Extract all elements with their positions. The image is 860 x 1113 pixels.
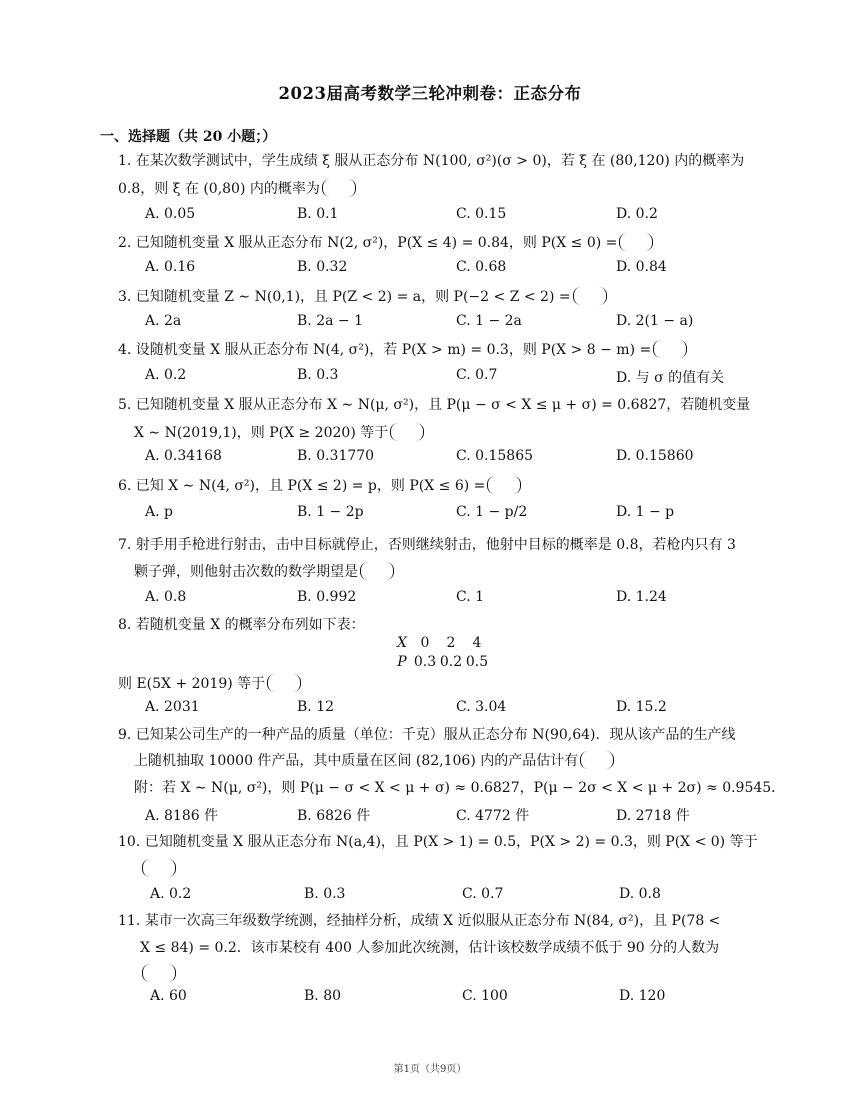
question-7-line-2: 颗子弹，则他射击次数的数学期望是 — [134, 559, 394, 585]
option-a[interactable]: A. 8186 件 — [145, 808, 219, 824]
option-c[interactable]: C. 3.04 — [456, 699, 507, 715]
option-d[interactable]: D. 2718 件 — [616, 808, 690, 824]
option-b[interactable]: B. 1 − 2p — [297, 504, 364, 520]
option-d[interactable]: D. 与 σ 的值有关 — [616, 370, 725, 386]
option-b[interactable]: B. 2a − 1 — [297, 313, 363, 329]
option-d[interactable]: D. 0.2 — [616, 206, 658, 222]
option-c[interactable]: C. 0.15865 — [456, 448, 534, 464]
answer-blank[interactable] — [390, 423, 424, 441]
option-a[interactable]: A. 2031 — [145, 699, 200, 715]
answer-blank[interactable] — [580, 751, 614, 769]
table-cell: 0 — [420, 635, 430, 651]
table-cell: 0.2 — [439, 654, 463, 670]
answer-blank[interactable] — [487, 476, 521, 494]
answer-blank[interactable] — [142, 964, 176, 982]
question-7-line-1: 7. 射手用手枪进行射击，击中目标就停止，否则继续射击，他射中目标的概率是 0.8，若枪内只有 3 — [118, 537, 736, 553]
option-a[interactable]: A. 2a — [145, 313, 182, 329]
question-10-line-2 — [140, 856, 176, 882]
table-row — [392, 653, 490, 672]
answer-blank[interactable] — [322, 179, 356, 197]
option-a[interactable]: A. 0.34168 — [145, 448, 222, 464]
option-a[interactable]: A. 0.2 — [145, 367, 187, 383]
question-5-line-1: 5. 已知随机变量 X 服从正态分布 X ∼ N(μ, σ²)，且 P(μ − σ < X ≤ μ + σ) = 0.6827，若随机变量 — [118, 397, 751, 413]
table-cell: 2 — [446, 635, 456, 651]
question-4-line-1: 4. 设随机变量 X 服从正态分布 N(4, σ²)，若 P(X > m) = 0.3，则 P(X > 8 − m) = — [118, 337, 687, 363]
option-a[interactable]: A. 0.2 — [150, 886, 192, 902]
option-c[interactable]: C. 0.7 — [456, 367, 498, 383]
option-a[interactable]: A. p — [145, 504, 173, 520]
answer-blank[interactable] — [360, 562, 394, 580]
option-c[interactable]: C. 4772 件 — [456, 808, 530, 824]
question-11-line-1: 11. 某市一次高三年级数学统测，经抽样分析，成绩 X 近似服从正态分布 N(84, σ²)，且 P(78 < — [118, 913, 721, 929]
option-b[interactable]: B. 0.3 — [304, 886, 346, 902]
section-heading: 一、选择题（共 20 小题；） — [100, 129, 277, 145]
option-a[interactable]: A. 0.16 — [145, 259, 196, 275]
option-c[interactable]: C. 1 − 2a — [456, 313, 522, 329]
question-10-line-1: 10. 已知随机变量 X 服从正态分布 N(a,4)，且 P(X > 1) = 0.5，P(X > 2) = 0.3，则 P(X < 0) 等于 — [118, 834, 758, 850]
question-9-line-2: 上随机抽取 10000 件产品，其中质量在区间 (82,106) 内的产品估计有 — [134, 748, 614, 774]
option-d[interactable]: D. 15.2 — [616, 699, 667, 715]
option-d[interactable]: D. 1 − p — [616, 504, 675, 520]
question-1-line-2: 0.8，则 ξ 在 (0,80) 内的概率为 — [118, 176, 356, 202]
question-1-line-1: 1. 在某次数学测试中，学生成绩 ξ 服从正态分布 N(100, σ²)(σ > 0)，若 ξ 在 (80,120) 内的概率为 — [118, 153, 745, 169]
option-d[interactable]: D. 0.8 — [619, 886, 661, 902]
question-9-line-1: 9. 已知某公司生产的一种产品的质量（单位：千克）服从正态分布 N(90,64)．现从该产品的生产线 — [118, 727, 736, 743]
option-b[interactable]: B. 6826 件 — [297, 808, 371, 824]
table-cell: 4 — [472, 635, 482, 651]
option-c[interactable]: C. 0.7 — [462, 886, 504, 902]
table-cell: P — [397, 654, 407, 670]
question-5-line-2: X ∼ N(2019,1)，则 P(X ≥ 2020) 等于 — [134, 420, 424, 446]
question-3-line-1: 3. 已知随机变量 Z ∼ N(0,1)，且 P(Z < 2) = a，则 P(−2 < Z < 2) = — [118, 284, 607, 310]
option-c[interactable]: C. 1 — [456, 589, 485, 605]
page-title: 2023届高考数学三轮冲刺卷：正态分布 — [278, 84, 582, 103]
question-11-line-3 — [140, 961, 176, 987]
answer-blank[interactable] — [653, 340, 687, 358]
option-d[interactable]: D. 0.84 — [616, 259, 667, 275]
table-cell: X — [397, 635, 407, 651]
table-header-row — [392, 634, 490, 653]
option-c[interactable]: C. 1 − p/2 — [456, 504, 528, 520]
answer-blank[interactable] — [267, 674, 301, 692]
option-a[interactable]: A. 60 — [150, 988, 187, 1004]
option-a[interactable]: A. 0.8 — [145, 589, 187, 605]
option-b[interactable]: B. 0.32 — [297, 259, 348, 275]
option-c[interactable]: C. 0.68 — [456, 259, 507, 275]
answer-blank[interactable] — [573, 287, 607, 305]
question-11-line-2: X ≤ 84) = 0.2．该市某校有 400 人参加此次统测，估计该校数学成绩不低于 90 分的人数为 — [140, 940, 720, 956]
option-c[interactable]: C. 100 — [462, 988, 508, 1004]
page-footer: 第1页（共9页） — [393, 1064, 467, 1075]
option-b[interactable]: B. 0.3 — [297, 367, 339, 383]
distribution-table — [392, 634, 490, 672]
option-d[interactable]: D. 0.15860 — [616, 448, 694, 464]
option-b[interactable]: B. 0.992 — [297, 589, 357, 605]
question-8-line-2: 则 E(5X + 2019) 等于 — [118, 671, 301, 697]
question-8-line-1: 8. 若随机变量 X 的概率分布列如下表： — [118, 617, 365, 633]
option-b[interactable]: B. 0.1 — [297, 206, 339, 222]
option-a[interactable]: A. 0.05 — [145, 206, 196, 222]
table-cell: 0.5 — [465, 654, 489, 670]
question-6-line-1: 6. 已知 X ∼ N(4, σ²)，且 P(X ≤ 2) = p，则 P(X ≤ 6) = — [118, 473, 521, 499]
option-d[interactable]: D. 1.24 — [616, 589, 667, 605]
answer-blank[interactable] — [619, 233, 653, 251]
option-b[interactable]: B. 0.31770 — [297, 448, 375, 464]
answer-blank[interactable] — [142, 859, 176, 877]
option-d[interactable]: D. 120 — [619, 988, 666, 1004]
question-2-line-1: 2. 已知随机变量 X 服从正态分布 N(2, σ²)，P(X ≤ 4) = 0.84，则 P(X ≤ 0) = — [118, 230, 653, 256]
option-d[interactable]: D. 2(1 − a) — [616, 313, 694, 329]
option-b[interactable]: B. 12 — [297, 699, 335, 715]
option-c[interactable]: C. 0.15 — [456, 206, 507, 222]
table-cell: 0.3 — [413, 654, 437, 670]
option-b[interactable]: B. 80 — [304, 988, 342, 1004]
question-9-note: 附：若 X ∼ N(μ, σ²)，则 P(μ − σ < X < μ + σ) ≈ 0.6827，P(μ − 2σ < X < μ + 2σ) ≈ 0.9545． — [134, 780, 786, 796]
